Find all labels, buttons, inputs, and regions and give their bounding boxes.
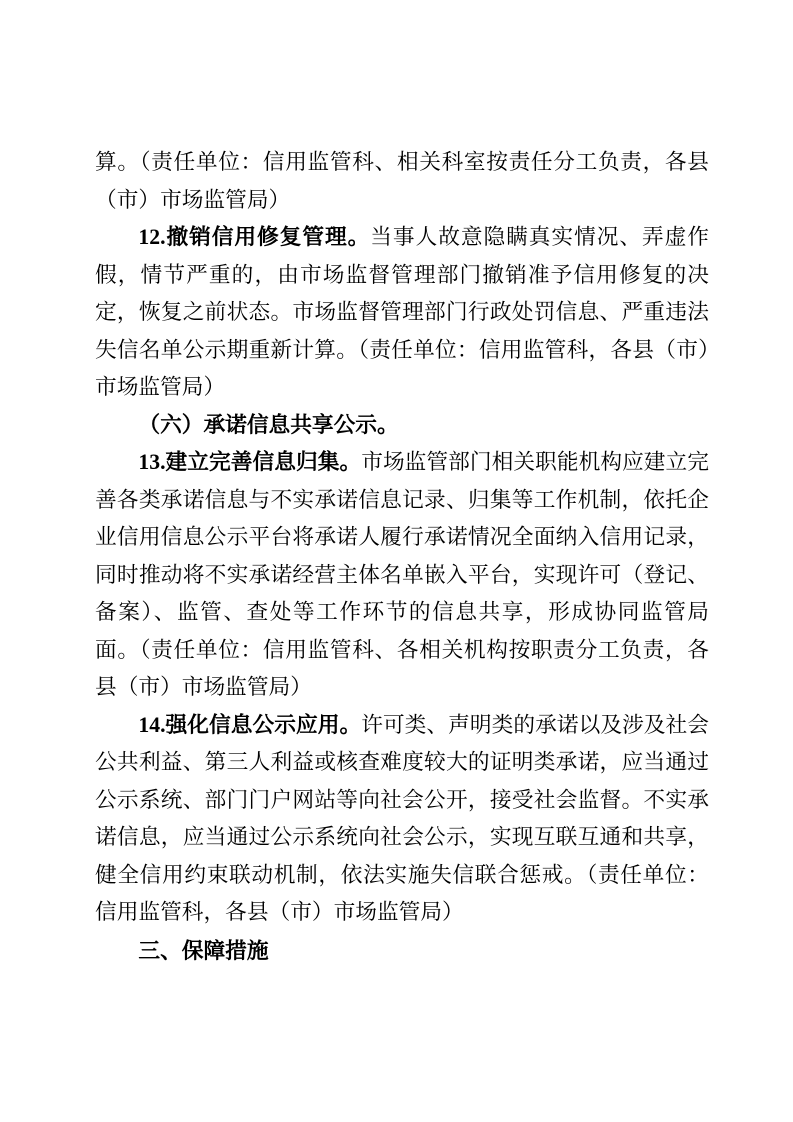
paragraph-text: 许可类、声明类的承诺以及涉及社会公共利益、第三人利益或核查难度较大的证明类承诺，应当通过公示系统、部门门户网站等向社会公开，接受社会监督。不实承诺信息，应当通过公示系统向社会公示，实现互联互通和共享，健全信用约束联动机制，依法实施失信联合惩戒。 [95,712,709,887]
paragraph-text: 算。 [95,150,140,174]
paragraph-text: 市场监管部门相关职能机构应建立完善各类承诺信息与不实承诺信息记录、归集等工作机制，依托企业信用信息公示平台将承诺人履行承诺情况全面纳入信用记录，同时推动将不实承诺经营主体名单嵌入平台，实现许可（登记、备案）、监管、查处等工作环节的信息共享，形成协同监管局面。 [95,450,709,662]
paragraph-continued [95,144,709,219]
responsibility-clause: （责任单位：信用监管科、相关科室按责任分工负责，各县（市）市场监管局） [95,150,709,212]
section-heading-text: （六）承诺信息共享公示。 [138,412,399,437]
responsibility-clause: （责任单位：信用监管科，各县（市）市场监管局） [95,862,709,924]
item-12-lead: 12.撤销信用修复管理。 [138,225,371,249]
heading-section-6 [95,407,709,445]
part-heading-text: 三、保障措施 [138,937,269,963]
item-14-lead: 14.强化信息公示应用。 [138,712,362,737]
responsibility-clause: （责任单位：信用监管科，各县（市）市场监管局） [95,337,709,399]
paragraph-item-14 [95,707,709,932]
paragraph-item-13 [95,444,709,707]
item-13-lead: 13.建立完善信息归集。 [138,450,362,474]
responsibility-clause: （责任单位：信用监管科、各相关机构按职责分工负责，各县（市）市场监管局） [95,637,709,699]
paragraph-item-12 [95,219,709,407]
heading-part-3 [95,932,709,971]
paragraph-text: 当事人故意隐瞒真实情况、弄虚作假，情节严重的，由市场监督管理部门撤销准予信用修复的决定，恢复之前状态。市场监督管理部门行政处罚信息、严重违法失信名单公示期重新计算。 [95,225,709,362]
